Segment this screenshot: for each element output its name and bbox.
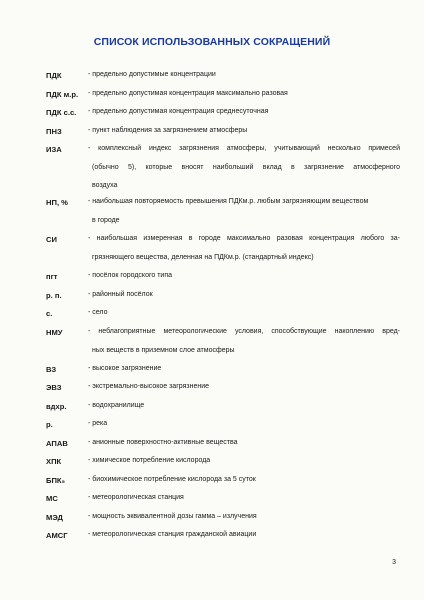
abbreviation-term: АПАВ [46, 439, 68, 448]
abbreviation-definition [88, 323, 400, 360]
definition-line: (обычно 5), которые вносят наибольший вклад в загрязнение атмосферного [92, 163, 400, 171]
abbreviation-term: ВЗ [46, 365, 57, 374]
definition-line: - метеорологическая станция [88, 494, 184, 501]
abbreviation-definition [88, 415, 400, 434]
abbreviation-term: р. [46, 420, 53, 429]
abbreviation-term: БПК₅ [46, 476, 66, 485]
abbreviation-definition [88, 378, 400, 397]
abbreviation-definition [88, 103, 400, 122]
definition-line: - водохранилище [88, 402, 145, 409]
definition-line: - анионные поверхностно-активные вещества [88, 439, 238, 446]
abbreviation-definition [88, 452, 400, 471]
definition-line: - высокое загрязнение [88, 365, 162, 372]
definition-line: - неблагоприятные метеорологические условия, способствующие накоплению вред- [88, 328, 400, 335]
abbreviation-term: ИЗА [46, 145, 62, 154]
page-title: СПИСОК ИСПОЛЬЗОВАННЫХ СОКРАЩЕНИЙ [93, 36, 331, 48]
abbreviation-term: вдхр. [46, 402, 67, 411]
definition-line: грязняющего вещества, деленная на ПДКм.р. (стандартный индекс) [92, 253, 314, 261]
abbreviation-term: МС [46, 494, 58, 503]
definition-line: - село [88, 309, 108, 316]
definition-line: воздуха [92, 182, 118, 190]
abbreviation-term: ПДК с.с. [46, 108, 77, 117]
definition-line: - районный посёлок [88, 291, 153, 298]
abbreviation-term: ПДК [46, 71, 62, 80]
abbreviation-definition [88, 434, 400, 453]
definition-line: - наибольшая повторяемость превышения ПДКм.р. любым загрязняющим веществом [88, 198, 369, 205]
definition-line: - предельно допустимые концентрации [88, 71, 216, 78]
definition-line: в городе [92, 216, 120, 224]
abbreviation-term: МЭД [46, 513, 63, 522]
abbreviation-definition [88, 66, 400, 85]
abbreviation-definition [88, 489, 400, 508]
definition-line: ных веществ в приземном слое атмосферы [92, 346, 235, 354]
abbreviation-term: с. [46, 309, 53, 318]
definition-line: - экстремально-высокое загрязнение [88, 383, 209, 390]
abbreviation-definition [88, 193, 400, 230]
abbreviation-term: АМСГ [46, 531, 68, 540]
definition-line: - биохимическое потребление кислорода за 5 суток [88, 476, 256, 483]
abbreviation-definition [88, 140, 400, 196]
abbreviation-definition [88, 286, 400, 305]
abbreviation-term: пгт [46, 272, 58, 281]
abbreviation-definition [88, 360, 400, 379]
abbreviation-definition [88, 304, 400, 323]
abbreviation-term: ХПК [46, 457, 62, 466]
abbreviation-definition [88, 526, 400, 545]
definition-line: - химическое потребление кислорода [88, 457, 211, 464]
abbreviation-term: ПНЗ [46, 127, 62, 136]
definition-line: - река [88, 420, 108, 427]
abbreviation-definition [88, 122, 400, 141]
abbreviation-definition [88, 397, 400, 416]
abbreviation-definition [88, 508, 400, 527]
abbreviation-definition [88, 85, 400, 104]
page-number: 3 [392, 559, 396, 566]
abbreviation-term: НМУ [46, 328, 63, 337]
definition-line: - наибольшая измеренная в городе максимально разовая концентрация любого за- [88, 235, 400, 242]
definition-line: - предельно допустимая концентрация среднесуточная [88, 108, 269, 115]
abbreviation-term: ПДК м.р. [46, 90, 79, 99]
abbreviation-term: ЭВЗ [46, 383, 62, 392]
definition-line: - комплексный индекс загрязнения атмосферы, учитывающий несколько примесей [88, 145, 400, 152]
abbreviation-definition [88, 471, 400, 490]
abbreviation-term: СИ [46, 235, 57, 244]
abbreviation-definition [88, 267, 400, 286]
abbreviation-definition [88, 230, 400, 267]
abbreviation-term: НП, % [46, 198, 68, 207]
definition-line: - предельно допустимая концентрация максимально разовая [88, 90, 288, 97]
definition-line: - пункт наблюдения за загрязнением атмосферы [88, 127, 248, 134]
definition-line: - посёлок городского типа [88, 272, 172, 279]
definition-line: - метеорологическая станция гражданской авиации [88, 531, 257, 538]
abbreviation-term: р. п. [46, 291, 62, 300]
definition-line: - мощность эквивалентной дозы гамма – излучения [88, 513, 257, 520]
